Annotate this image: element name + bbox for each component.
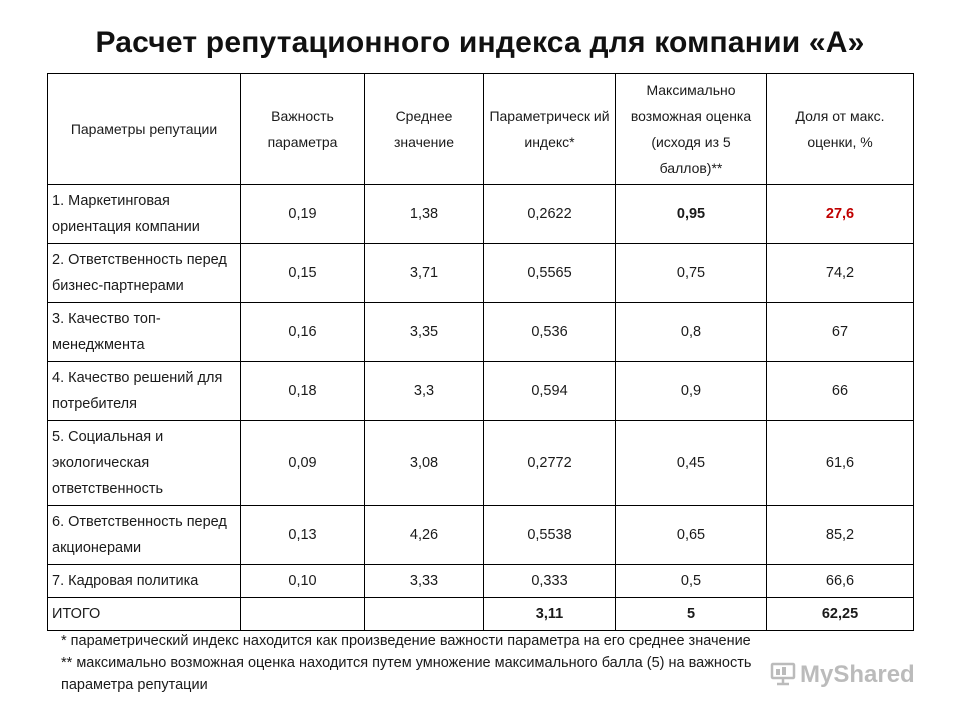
row-index: 0,5538 bbox=[484, 506, 616, 565]
row-importance: 0,10 bbox=[241, 565, 365, 598]
row-share: 85,2 bbox=[767, 506, 914, 565]
total-label: ИТОГО bbox=[48, 598, 241, 631]
row-index: 0,2622 bbox=[484, 185, 616, 244]
table-row bbox=[48, 244, 914, 303]
row-importance: 0,13 bbox=[241, 506, 365, 565]
presentation-icon bbox=[770, 660, 796, 691]
row-mean: 1,38 bbox=[365, 185, 484, 244]
table-row bbox=[48, 362, 914, 421]
header-importance: Важность параметра bbox=[241, 74, 365, 185]
row-share: 67 bbox=[767, 303, 914, 362]
table-total-row bbox=[48, 598, 914, 631]
table-row bbox=[48, 506, 914, 565]
row-name: 5. Социальная и экологическая ответственность bbox=[48, 421, 241, 506]
row-index: 0,333 bbox=[484, 565, 616, 598]
row-name: 7. Кадровая политика bbox=[48, 565, 241, 598]
total-share: 62,25 bbox=[767, 598, 914, 631]
row-importance: 0,18 bbox=[241, 362, 365, 421]
row-mean: 3,35 bbox=[365, 303, 484, 362]
header-mean: Среднее значение bbox=[365, 74, 484, 185]
row-max: 0,95 bbox=[616, 185, 767, 244]
row-index: 0,2772 bbox=[484, 421, 616, 506]
row-max: 0,75 bbox=[616, 244, 767, 303]
row-importance: 0,09 bbox=[241, 421, 365, 506]
row-max: 0,9 bbox=[616, 362, 767, 421]
total-index: 3,11 bbox=[484, 598, 616, 631]
header-share: Доля от макс. оценки, % bbox=[767, 74, 914, 185]
row-mean: 3,3 bbox=[365, 362, 484, 421]
row-importance: 0,15 bbox=[241, 244, 365, 303]
total-mean bbox=[365, 598, 484, 631]
row-mean: 4,26 bbox=[365, 506, 484, 565]
row-mean: 3,71 bbox=[365, 244, 484, 303]
row-share-highlight: 27,6 bbox=[767, 185, 914, 244]
header-max-score: Максимально возможная оценка (исходя из 5 баллов)** bbox=[616, 74, 767, 185]
table-row bbox=[48, 565, 914, 598]
reputation-table bbox=[47, 73, 914, 631]
table-row bbox=[48, 303, 914, 362]
watermark-text: MyShared bbox=[800, 661, 915, 688]
row-max: 0,5 bbox=[616, 565, 767, 598]
row-importance: 0,16 bbox=[241, 303, 365, 362]
table-row bbox=[48, 421, 914, 506]
row-share: 61,6 bbox=[767, 421, 914, 506]
row-max: 0,8 bbox=[616, 303, 767, 362]
page-title: Расчет репутационного индекса для компании «А» bbox=[95, 26, 865, 59]
footnote-index: * параметрический индекс находится как произведение важности параметра на его среднее значение bbox=[61, 633, 751, 649]
row-name: 2. Ответственность перед бизнес-партнерами bbox=[48, 244, 241, 303]
row-index: 0,5565 bbox=[484, 244, 616, 303]
footnote-max-score-cont: параметра репутации bbox=[61, 677, 208, 693]
row-share: 66,6 bbox=[767, 565, 914, 598]
header-index: Параметрическ ий индекс* bbox=[484, 74, 616, 185]
row-name: 4. Качество решений для потребителя bbox=[48, 362, 241, 421]
row-share: 66 bbox=[767, 362, 914, 421]
row-name: 6. Ответственность перед акционерами bbox=[48, 506, 241, 565]
row-mean: 3,33 bbox=[365, 565, 484, 598]
row-index: 0,594 bbox=[484, 362, 616, 421]
row-share: 74,2 bbox=[767, 244, 914, 303]
row-name: 3. Качество топ-менеджмента bbox=[48, 303, 241, 362]
watermark bbox=[770, 660, 915, 690]
row-max: 0,65 bbox=[616, 506, 767, 565]
row-importance: 0,19 bbox=[241, 185, 365, 244]
header-parameters: Параметры репутации bbox=[48, 74, 241, 185]
total-importance bbox=[241, 598, 365, 631]
footnote-max-score: ** максимально возможная оценка находится путем умножение максимального балла (5) на важность bbox=[61, 655, 752, 671]
row-name: 1. Маркетинговая ориентация компании bbox=[48, 185, 241, 244]
table-header-row bbox=[48, 74, 914, 185]
row-mean: 3,08 bbox=[365, 421, 484, 506]
row-max: 0,45 bbox=[616, 421, 767, 506]
total-max: 5 bbox=[616, 598, 767, 631]
row-index: 0,536 bbox=[484, 303, 616, 362]
table-row bbox=[48, 185, 914, 244]
